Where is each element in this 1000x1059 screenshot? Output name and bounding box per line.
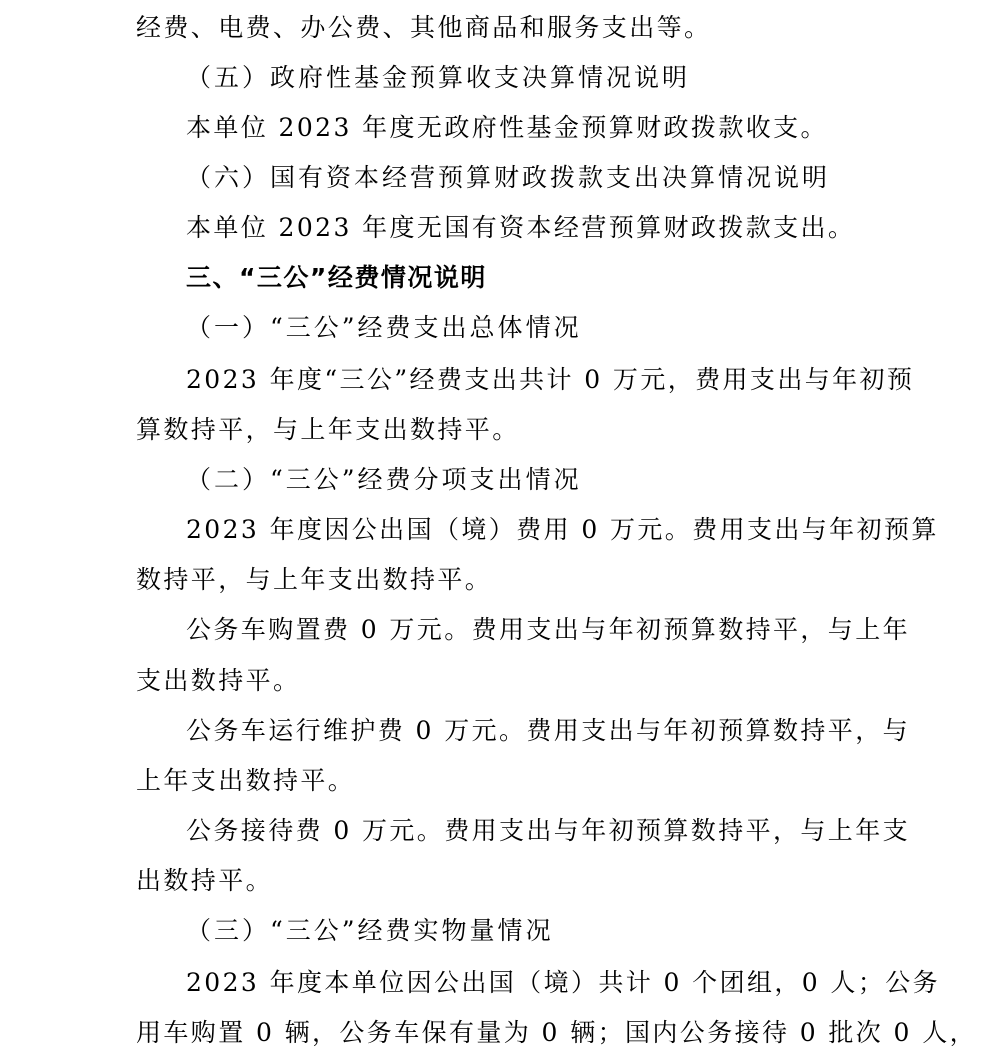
section-subheading: （六）国有资本经营预算财政拨款支出决算情况说明 bbox=[186, 163, 831, 192]
paragraph-line: 算数持平，与上年支出数持平。 bbox=[136, 415, 520, 444]
paragraph-line: 公务车购置费 0 万元。费用支出与年初预算数持平，与上年 bbox=[186, 615, 911, 644]
section-heading: 三、“三公”经费情况说明 bbox=[186, 263, 487, 292]
section-subheading: （五）政府性基金预算收支决算情况说明 bbox=[186, 63, 691, 92]
paragraph-line: 本单位 2023 年度无政府性基金预算财政拨款收支。 bbox=[186, 113, 828, 142]
paragraph-line: 上年支出数持平。 bbox=[136, 766, 356, 795]
section-subheading: （二）“三公”经费分项支出情况 bbox=[186, 465, 582, 494]
paragraph-line: 公务接待费 0 万元。费用支出与年初预算数持平，与上年支 bbox=[186, 816, 911, 845]
paragraph-line: 2023 年度“三公”经费支出共计 0 万元，费用支出与年初预 bbox=[186, 365, 915, 394]
paragraph-line: 公务车运行维护费 0 万元。费用支出与年初预算数持平，与 bbox=[186, 716, 911, 745]
paragraph-line: 2023 年度本单位因公出国（境）共计 0 个团组，0 人；公务 bbox=[186, 968, 941, 997]
section-subheading: （一）“三公”经费支出总体情况 bbox=[186, 313, 582, 342]
paragraph-line: 用车购置 0 辆，公务车保有量为 0 辆；国内公务接待 0 批次 0 人， bbox=[136, 1018, 977, 1047]
paragraph-line: 经费、电费、办公费、其他商品和服务支出等。 bbox=[136, 13, 712, 42]
paragraph-line: 数持平，与上年支出数持平。 bbox=[136, 565, 493, 594]
paragraph-line: 本单位 2023 年度无国有资本经营预算财政拨款支出。 bbox=[186, 213, 856, 242]
section-subheading: （三）“三公”经费实物量情况 bbox=[186, 916, 554, 945]
paragraph-line: 2023 年度因公出国（境）费用 0 万元。费用支出与年初预算 bbox=[186, 515, 939, 544]
paragraph-line: 出数持平。 bbox=[136, 866, 274, 895]
paragraph-line: 支出数持平。 bbox=[136, 666, 301, 695]
